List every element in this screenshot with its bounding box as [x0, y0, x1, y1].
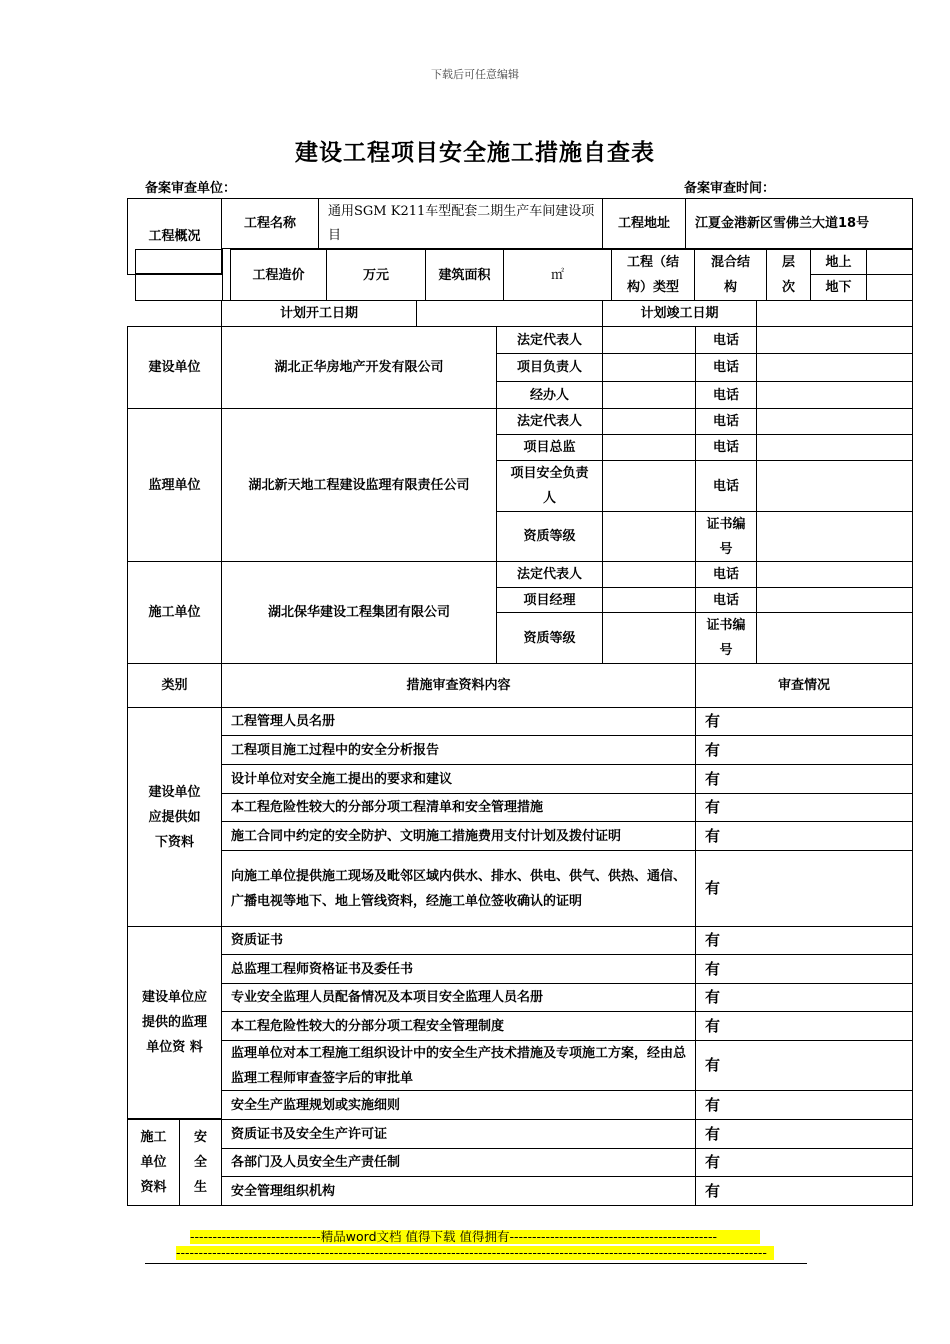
group-label-supervisor-docs: 建设单位应提供的监理单位资 料 — [127, 926, 222, 1119]
phone-label: 电话 — [695, 381, 757, 409]
overview-blank-cell — [135, 249, 223, 274]
review-time-label: 备案审查时间： — [684, 181, 776, 196]
builder-role-value — [602, 381, 696, 409]
phone-value — [756, 587, 913, 613]
overview-label: 工程概况 — [127, 198, 222, 275]
phone-label: 电话 — [695, 408, 757, 435]
supervisor-role-legal-rep: 法定代表人 — [496, 408, 603, 435]
cert-value — [756, 612, 913, 664]
project-address-value: 江夏金港新区雪佛兰大道18号 — [685, 198, 913, 249]
supervisor-role-chief: 项目总监 — [496, 434, 603, 461]
floors-below-label: 地下 — [810, 274, 867, 301]
structure-type-label: 工程（结构）类型 — [611, 249, 695, 301]
checklist-item: 设计单位对安全施工提出的要求和建议 — [221, 764, 696, 794]
checklist-status: 有 — [695, 1119, 913, 1149]
checklist-status: 有 — [695, 1176, 913, 1206]
phone-value — [756, 434, 913, 461]
floors-above-value — [866, 249, 913, 275]
document-title: 建设工程项目安全施工措施自查表 — [295, 140, 655, 166]
footer-promo-line: -----------------------------精品word文档 值得下载 值得拥有---------------------------------------------- — [190, 1230, 760, 1244]
checklist-status: 有 — [695, 954, 913, 984]
planned-end-value — [756, 300, 913, 327]
builder-role-handler: 经办人 — [496, 381, 603, 409]
group-sublabel: 安全生 — [179, 1119, 222, 1206]
phone-label: 电话 — [695, 353, 757, 382]
cost-unit: 万元 — [326, 249, 426, 301]
phone-value — [756, 353, 913, 382]
checklist-item: 各部门及人员安全生产责任制 — [221, 1148, 696, 1177]
cert-label: 证书编号 — [695, 612, 757, 664]
floors-label: 层次 — [766, 249, 811, 301]
supervisor-label: 监理单位 — [127, 408, 222, 562]
contractor-role-legal-rep: 法定代表人 — [496, 561, 603, 588]
checklist-item: 总监理工程师资格证书及委任书 — [221, 954, 696, 984]
checklist-status: 有 — [695, 1040, 913, 1091]
contractor-role-value — [602, 561, 696, 588]
phone-label: 电话 — [695, 561, 757, 588]
checklist-status: 有 — [695, 735, 913, 765]
group-label-builder-docs: 建设单位应提供如下资料 — [127, 707, 222, 927]
checklist-item: 工程项目施工过程中的安全分析报告 — [221, 735, 696, 765]
checklist-status: 有 — [695, 793, 913, 822]
supervisor-role-safety-lead: 项目安全负责人 — [496, 460, 603, 512]
phone-value — [756, 381, 913, 409]
page-header: 下载后可任意编辑 — [431, 68, 519, 81]
checklist-item: 资质证书及安全生产许可证 — [221, 1119, 696, 1149]
builder-role-value — [602, 353, 696, 382]
checklist-status: 有 — [695, 707, 913, 736]
cert-label: 证书编号 — [695, 511, 757, 562]
checklist-status: 有 — [695, 1148, 913, 1177]
project-name-value: 通用SGM K211车型配套二期生产车间建设项目 — [318, 198, 603, 249]
supervisor-role-value — [602, 408, 696, 435]
phone-value — [756, 561, 913, 588]
category-header: 类别 — [127, 663, 222, 708]
phone-label: 电话 — [695, 460, 757, 512]
content-header: 措施审查资料内容 — [221, 663, 696, 708]
checklist-item: 安全管理组织机构 — [221, 1176, 696, 1206]
phone-label: 电话 — [695, 434, 757, 461]
builder-label: 建设单位 — [127, 326, 222, 409]
planned-start-value — [416, 300, 603, 327]
checklist-status: 有 — [695, 926, 913, 955]
structure-type-value: 混合结构 — [694, 249, 767, 301]
builder-role-project-lead: 项目负责人 — [496, 353, 603, 382]
planned-end-label: 计划竣工日期 — [602, 300, 757, 327]
checklist-item: 监理单位对本工程施工组织设计中的安全生产技术措施及专项施工方案，经由总监理工程师审查签字后的审批单 — [221, 1040, 696, 1091]
checklist-item: 专业安全监理人员配备情况及本项目安全监理人员名册 — [221, 983, 696, 1012]
checklist-item: 本工程危险性较大的分部分项工程安全管理制度 — [221, 1011, 696, 1041]
phone-label: 电话 — [695, 587, 757, 613]
checklist-item: 向施工单位提供施工现场及毗邻区域内供水、排水、供电、供气、供热、通信、广播电视等地下、地上管线资料，经施工单位签收确认的证明 — [221, 850, 696, 927]
phone-value — [756, 326, 913, 354]
phone-label: 电话 — [695, 326, 757, 354]
checklist-status: 有 — [695, 764, 913, 794]
supervisor-name: 湖北新天地工程建设监理有限责任公司 — [221, 408, 497, 562]
checklist-status: 有 — [695, 850, 913, 927]
phone-value — [756, 460, 913, 512]
checklist-status: 有 — [695, 821, 913, 851]
checklist-item: 安全生产监理规划或实施细则 — [221, 1090, 696, 1120]
footer-divider — [145, 1263, 807, 1264]
area-label: 建筑面积 — [425, 249, 504, 301]
supervisor-role-value — [602, 511, 696, 562]
builder-role-value — [602, 326, 696, 354]
contractor-role-pm: 项目经理 — [496, 587, 603, 613]
overview-blank-cell — [135, 274, 223, 301]
checklist-item: 工程管理人员名册 — [221, 707, 696, 736]
contractor-role-value — [602, 587, 696, 613]
status-header: 审查情况 — [695, 663, 913, 708]
builder-role-legal-rep: 法定代表人 — [496, 326, 603, 354]
planned-start-label: 计划开工日期 — [221, 300, 417, 327]
contractor-label: 施工单位 — [127, 561, 222, 664]
cert-value — [756, 511, 913, 562]
checklist-item: 施工合同中约定的安全防护、文明施工措施费用支付计划及拨付证明 — [221, 821, 696, 851]
checklist-status: 有 — [695, 1090, 913, 1120]
checklist-status: 有 — [695, 983, 913, 1012]
supervisor-role-value — [602, 460, 696, 512]
floors-above-label: 地上 — [810, 249, 867, 275]
area-unit: ㎡ — [503, 249, 612, 301]
cost-label: 工程造价 — [230, 249, 327, 301]
floors-below-value — [866, 274, 913, 301]
supervisor-role-value — [602, 434, 696, 461]
review-unit-label: 备案审查单位： — [145, 181, 237, 196]
contractor-name: 湖北保华建设工程集团有限公司 — [221, 561, 497, 664]
supervisor-role-qualification: 资质等级 — [496, 511, 603, 562]
footer-dash-line: ----------------------------------------------------------------------------------------------------------------------------------- — [176, 1246, 774, 1260]
checklist-item: 本工程危险性较大的分部分项工程清单和安全管理措施 — [221, 793, 696, 822]
project-address-label: 工程地址 — [602, 198, 686, 249]
checklist-status: 有 — [695, 1011, 913, 1041]
contractor-role-qualification: 资质等级 — [496, 612, 603, 664]
group-label-contractor-docs: 施工单位资料 — [127, 1119, 180, 1206]
phone-value — [756, 408, 913, 435]
builder-name: 湖北正华房地产开发有限公司 — [221, 326, 497, 409]
checklist-item: 资质证书 — [221, 926, 696, 955]
project-name-label: 工程名称 — [221, 198, 319, 249]
contractor-role-value — [602, 612, 696, 664]
